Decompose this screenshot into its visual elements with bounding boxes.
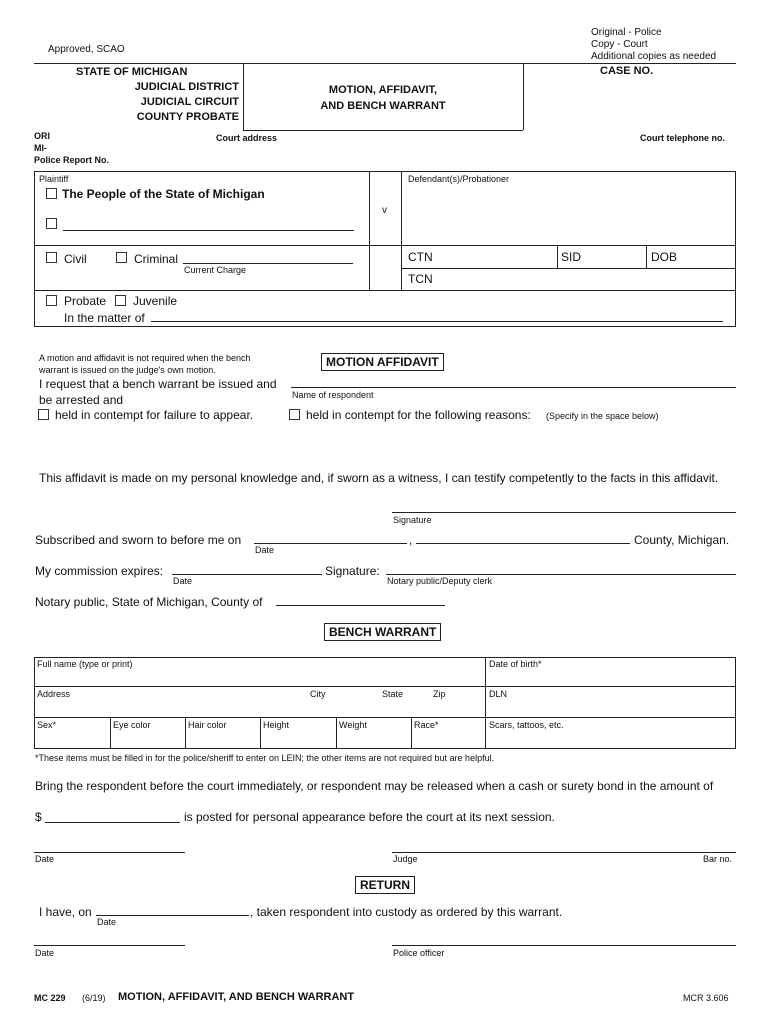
- notary-deputy-label: Notary public/Deputy clerk: [387, 576, 493, 586]
- court-line-circuit: JUDICIAL CIRCUIT: [140, 96, 239, 108]
- sex-label: Sex*: [37, 720, 57, 730]
- copies-distribution: [591, 27, 716, 63]
- in-matter-line[interactable]: [151, 321, 723, 322]
- full-name-label: Full name (type or print): [37, 659, 133, 669]
- notary-signature-line[interactable]: [386, 574, 736, 575]
- height-label: Height: [263, 720, 290, 730]
- bring-respondent-text: Bring the respondent before the court immediately, or respondent may be released when a cash or surety bond in the amount of: [35, 779, 714, 793]
- zip-label: Zip: [433, 689, 446, 699]
- date-of-birth-label: Date of birth*: [489, 659, 542, 669]
- probate-checkbox[interactable]: [46, 295, 57, 306]
- contempt-reasons-checkbox[interactable]: [289, 409, 300, 420]
- notary-signature-text: Signature:: [325, 564, 380, 578]
- affiant-signature-line[interactable]: [392, 512, 736, 513]
- form-number: MC 229: [34, 993, 66, 1003]
- motion-note: [39, 352, 250, 376]
- judge-label: Judge: [393, 854, 418, 864]
- form-title-line-1: MOTION, AFFIDAVIT,: [328, 84, 438, 96]
- dob-label: DOB: [651, 250, 678, 264]
- approved-text: Approved, SCAO: [48, 44, 125, 55]
- judge-signature-line[interactable]: [392, 852, 736, 853]
- footer-title: MOTION, AFFIDAVIT, AND BENCH WARRANT: [118, 991, 355, 1003]
- in-matter-label: In the matter of: [64, 311, 145, 325]
- plaintiff-label: Plaintiff: [39, 174, 69, 184]
- court-line-district: JUDICIAL DISTRICT: [134, 81, 239, 93]
- mcr-reference: MCR 3.606: [683, 993, 729, 1003]
- probate-label: Probate: [64, 294, 107, 308]
- i-have-on-text: I have, on: [39, 905, 92, 919]
- court-line-state: STATE OF MICHIGAN: [76, 66, 188, 78]
- county-michigan-label: County, Michigan.: [634, 533, 730, 547]
- police-officer-line[interactable]: [392, 945, 736, 946]
- defendant-label: Defendant(s)/Probationer: [408, 174, 510, 184]
- motion-affidavit-title: MOTION AFFIDAVIT: [321, 353, 444, 371]
- people-checkbox[interactable]: [46, 188, 57, 199]
- police-officer-label: Police officer: [393, 948, 445, 958]
- address-label: Address: [37, 689, 71, 699]
- hair-color-label: Hair color: [188, 720, 227, 730]
- commission-date-label: Date: [173, 576, 193, 586]
- warrant-date-label: Date: [35, 854, 55, 864]
- dln-label: DLN: [489, 689, 508, 699]
- juvenile-label: Juvenile: [133, 294, 178, 308]
- civil-checkbox[interactable]: [46, 252, 57, 263]
- civil-label: Civil: [64, 252, 87, 266]
- respondent-details-table: [34, 657, 736, 749]
- bench-warrant-title: BENCH WARRANT: [324, 623, 441, 641]
- ori-label: ORI: [34, 131, 51, 141]
- tcn-label: TCN: [408, 272, 433, 286]
- court-phone-label: Court telephone no.: [640, 133, 725, 143]
- city-label: City: [310, 689, 326, 699]
- return-date-label: Date: [35, 948, 55, 958]
- respondent-name-line[interactable]: [291, 387, 736, 388]
- affiant-signature-label: Signature: [393, 515, 432, 525]
- custody-date-label: Date: [97, 917, 117, 927]
- affidavit-statement: This affidavit is made on my personal knowledge and, if sworn as a witness, I can testify competently to the facts in this affidavit.: [39, 471, 719, 485]
- juvenile-checkbox[interactable]: [115, 295, 126, 306]
- court-line-probate: COUNTY PROBATE: [136, 111, 239, 123]
- race-label: Race*: [414, 720, 439, 730]
- versus-label: v: [382, 205, 387, 216]
- other-plaintiff-line[interactable]: [63, 230, 354, 231]
- copy-original: Original - Police: [591, 27, 662, 38]
- case-no-label: CASE NO.: [600, 65, 654, 77]
- current-charge-label: Current Charge: [184, 265, 247, 275]
- motion-note-line-2: warrant is issued on the judge's own motion.: [39, 365, 216, 375]
- form-revision: (6/19): [82, 993, 106, 1003]
- form-title-line-2: AND BENCH WARRANT: [320, 100, 446, 112]
- court-address-label: Court address: [216, 133, 278, 143]
- arrested-text: be arrested and: [39, 393, 124, 407]
- bar-no-label: Bar no.: [703, 854, 733, 864]
- lein-footnote: *These items must be filled in for the police/sheriff to enter on LEIN; the other items are not required but are helpful.: [35, 753, 495, 763]
- return-title: RETURN: [355, 876, 415, 894]
- subscribed-text: Subscribed and sworn to before me on: [35, 533, 242, 547]
- weight-label: Weight: [339, 720, 367, 730]
- eye-color-label: Eye color: [113, 720, 151, 730]
- request-text: I request that a bench warrant be issued and: [39, 377, 277, 391]
- contempt-reasons-label: held in contempt for the following reasons:: [306, 408, 531, 422]
- notary-county-text: Notary public, State of Michigan, County of: [35, 595, 263, 609]
- court-name-block: [34, 65, 239, 125]
- scars-label: Scars, tattoos, etc.: [489, 720, 564, 730]
- mi-label: MI-: [34, 143, 47, 153]
- taken-into-custody-text: , taken respondent into custody as ordered by this warrant.: [250, 905, 563, 919]
- criminal-label: Criminal: [134, 252, 179, 266]
- people-of-michigan: The People of the State of Michigan: [62, 187, 265, 201]
- notary-county-line[interactable]: [276, 605, 445, 606]
- form-title: [243, 82, 523, 114]
- motion-note-line-1: A motion and affidavit is not required when the bench: [39, 353, 251, 363]
- specify-label: (Specify in the space below): [546, 411, 659, 421]
- posted-text: is posted for personal appearance before the court at its next session.: [184, 810, 555, 824]
- ctn-label: CTN: [408, 250, 433, 264]
- contempt-appear-label: held in contempt for failure to appear.: [55, 408, 254, 422]
- sworn-county-line[interactable]: [416, 543, 630, 544]
- copy-additional: Additional copies as needed: [591, 51, 717, 62]
- commission-expires-text: My commission expires:: [35, 564, 164, 578]
- criminal-checkbox[interactable]: [116, 252, 127, 263]
- current-charge-line[interactable]: [183, 263, 353, 264]
- contempt-appear-checkbox[interactable]: [38, 409, 49, 420]
- dollar-sign: $: [35, 810, 42, 824]
- commission-date-line[interactable]: [172, 574, 322, 575]
- sworn-date-label: Date: [255, 545, 275, 555]
- custody-date-line[interactable]: [96, 915, 249, 916]
- sworn-comma: ,: [409, 533, 413, 547]
- bond-amount-line[interactable]: [45, 822, 180, 823]
- other-plaintiff-checkbox[interactable]: [46, 218, 57, 229]
- sworn-date-line[interactable]: [254, 543, 407, 544]
- copy-court: Copy - Court: [591, 39, 648, 50]
- name-of-respondent-label: Name of respondent: [292, 390, 374, 400]
- return-date-line[interactable]: [34, 945, 185, 946]
- police-report-label: Police Report No.: [34, 155, 110, 165]
- sid-label: SID: [561, 250, 582, 264]
- state-label: State: [382, 689, 404, 699]
- warrant-date-line[interactable]: [34, 852, 185, 853]
